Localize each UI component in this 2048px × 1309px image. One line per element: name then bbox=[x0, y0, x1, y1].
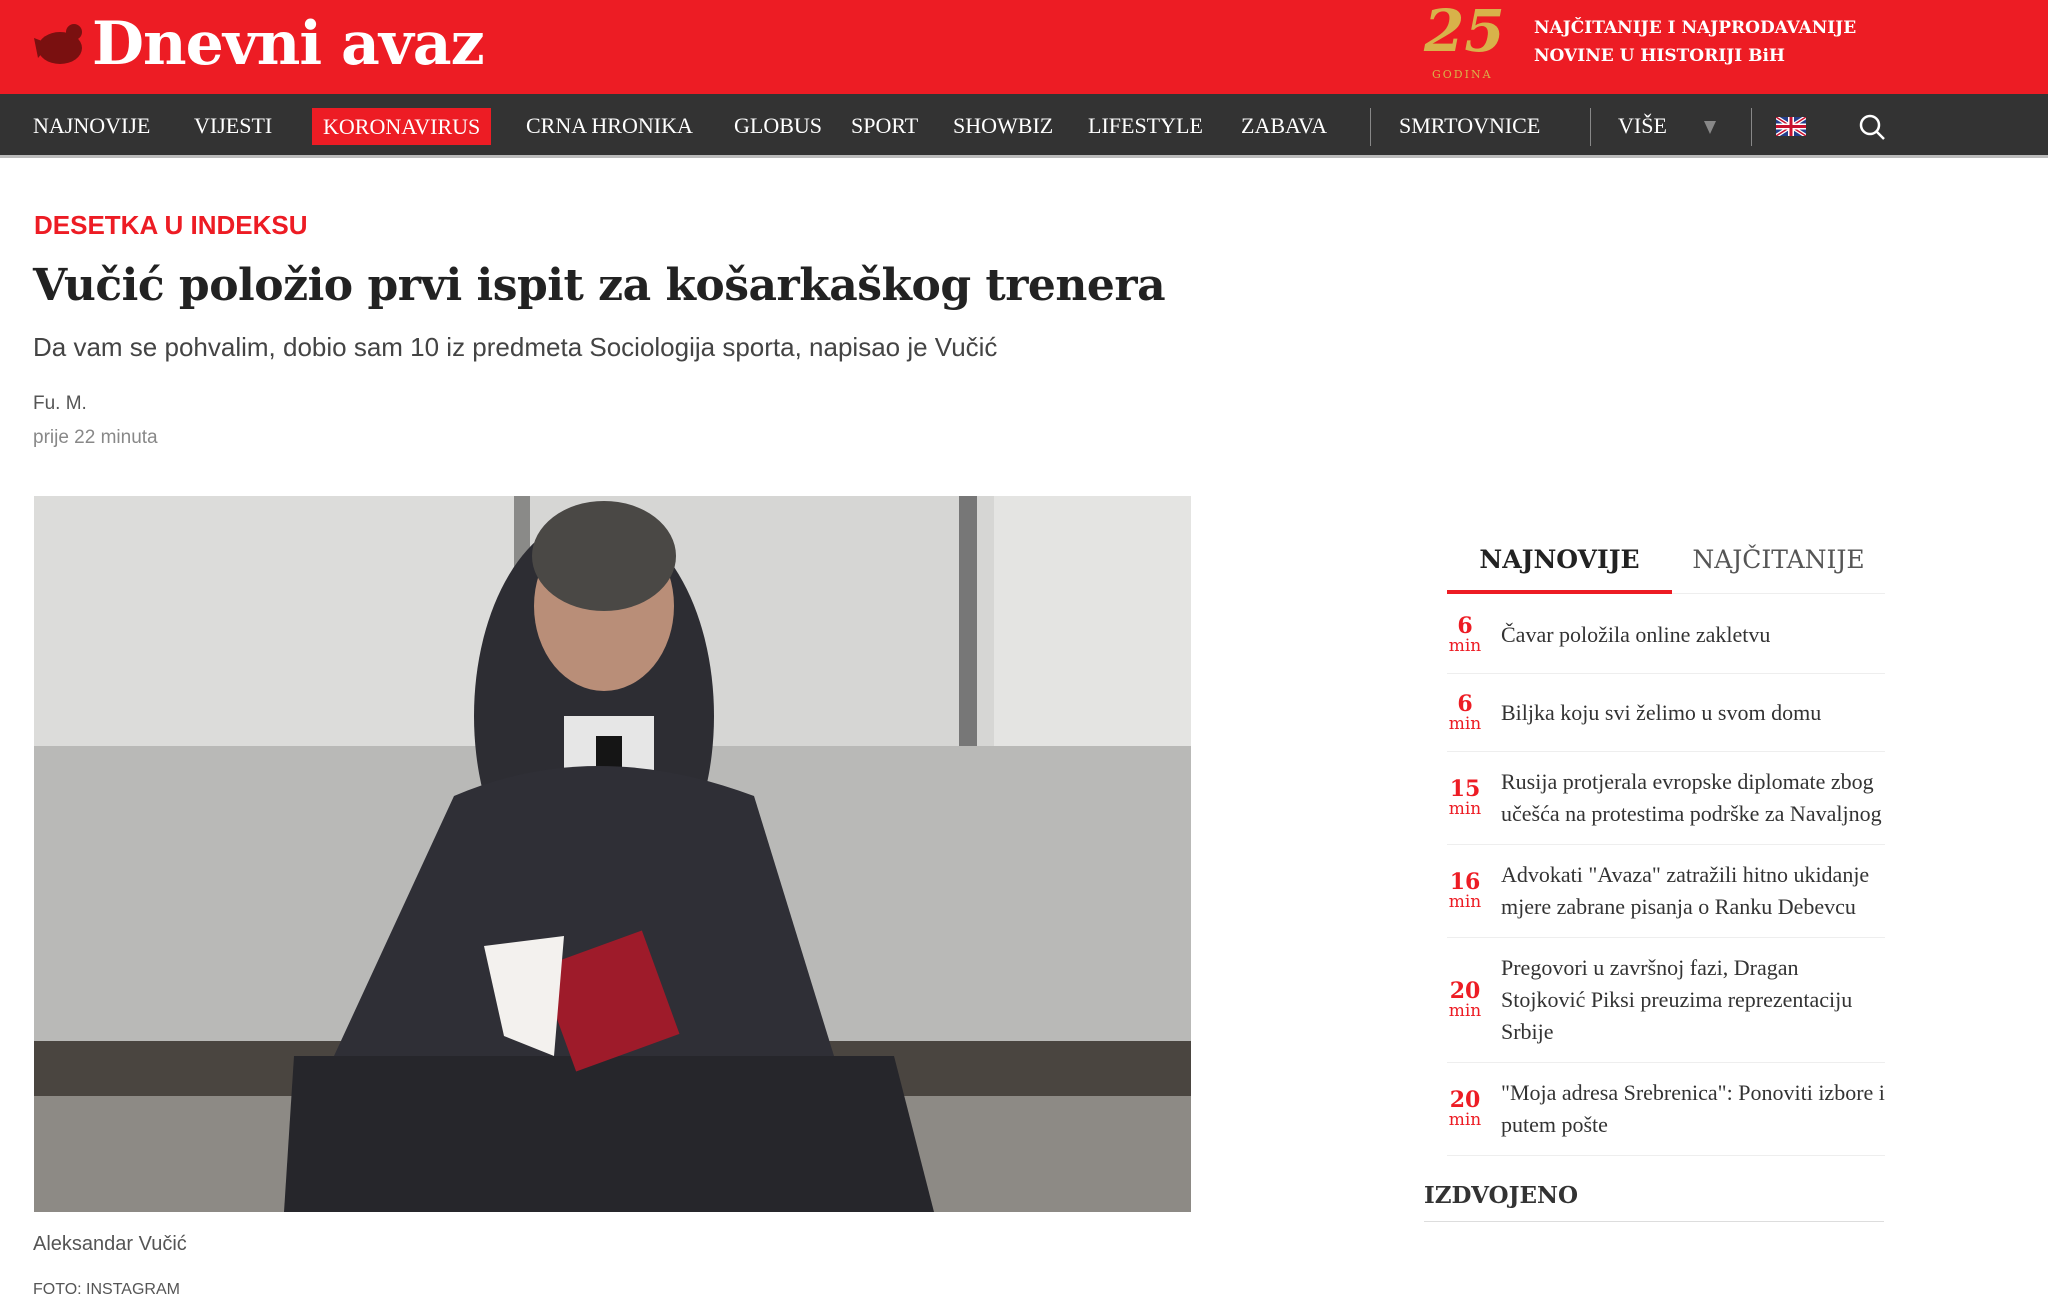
nav-vijesti[interactable]: VIJESTI bbox=[194, 113, 273, 138]
news-title[interactable]: Čavar položila online zakletvu bbox=[1501, 621, 1771, 647]
anniversary-number: 25 bbox=[1424, 0, 1505, 65]
tagline-line2: NOVINE U HISTORIJI BiH bbox=[1534, 46, 1785, 66]
news-item[interactable] bbox=[1447, 674, 1885, 752]
news-age: 15 min bbox=[1448, 776, 1482, 819]
photo-caption: Aleksandar Vučić bbox=[33, 1233, 187, 1255]
nav-najnovije[interactable]: NAJNOVIJE bbox=[33, 113, 151, 138]
search-icon[interactable] bbox=[1858, 113, 1886, 141]
news-title[interactable]: Rusija protjerala evropske diplomate zbog učešća na protestima podrške za Navaljnog bbox=[1501, 769, 1882, 826]
featured-heading: IZDVOJENO bbox=[1424, 1182, 1884, 1222]
news-item[interactable] bbox=[1447, 938, 1885, 1063]
news-item[interactable] bbox=[1447, 845, 1885, 938]
tagline bbox=[1534, 14, 1856, 70]
anniversary-word: GODINA bbox=[1432, 68, 1493, 81]
logo-bird-icon bbox=[30, 18, 88, 68]
nav-koronavirus[interactable]: KORONAVIRUS bbox=[312, 108, 491, 145]
nav-divider bbox=[1590, 108, 1591, 146]
site-logo[interactable]: Dnevni avaz bbox=[92, 9, 484, 79]
news-list bbox=[1424, 596, 1885, 1222]
article-author: Fu. M. bbox=[33, 393, 87, 414]
nav-divider bbox=[1751, 108, 1752, 146]
nav-sport[interactable]: SPORT bbox=[851, 113, 919, 138]
nav-divider bbox=[1370, 108, 1371, 146]
news-item[interactable] bbox=[1447, 596, 1885, 674]
article-kicker[interactable]: DESETKA U INDEKSU bbox=[34, 210, 308, 240]
photo-illustration bbox=[34, 496, 1191, 1212]
nav-showbiz[interactable]: SHOWBIZ bbox=[953, 113, 1054, 138]
tab-najnovije[interactable]: NAJNOVIJE bbox=[1447, 536, 1672, 594]
news-title[interactable]: Pregovori u završnoj fazi, Dragan Stojković Piksi preuzima reprezentaciju Srbije bbox=[1501, 955, 1853, 1044]
top-header bbox=[0, 0, 2048, 94]
news-age: 20 min bbox=[1448, 1087, 1482, 1130]
article-title: Vučić položio prvi ispit za košarkaškog trenera bbox=[33, 260, 1166, 311]
nav-crna-hronika[interactable]: CRNA HRONIKA bbox=[526, 113, 693, 138]
uk-flag-icon[interactable] bbox=[1776, 117, 1806, 136]
tagline-line1: NAJČITANIJE I NAJPRODAVANIJE bbox=[1534, 18, 1857, 38]
nav-vise[interactable]: VIŠE bbox=[1618, 113, 1667, 138]
news-age: 6 min bbox=[1448, 690, 1482, 734]
nav-smrtovnice[interactable]: SMRTOVNICE bbox=[1399, 113, 1541, 138]
nav-zabava[interactable]: ZABAVA bbox=[1241, 113, 1327, 138]
news-age: 16 min bbox=[1448, 869, 1482, 912]
main-nav bbox=[0, 94, 2048, 158]
news-age: 20 min bbox=[1448, 978, 1482, 1021]
news-title[interactable]: "Moja adresa Srebrenica": Ponoviti izbore i putem pošte bbox=[1501, 1080, 1885, 1137]
photo-credit: FOTO: INSTAGRAM bbox=[33, 1281, 180, 1298]
caret-down-icon[interactable] bbox=[1702, 119, 1718, 135]
news-title[interactable]: Advokati "Avaza" zatražili hitno ukidanje mjere zabrane pisanja o Ranku Debevcu bbox=[1501, 862, 1870, 919]
article-photo[interactable] bbox=[34, 496, 1191, 1212]
news-title[interactable]: Biljka koju svi želimo u svom domu bbox=[1501, 699, 1822, 725]
news-age: 6 min bbox=[1448, 612, 1482, 656]
article-subtitle: Da vam se pohvalim, dobio sam 10 iz predmeta Sociologija sporta, napisao je Vučić bbox=[33, 332, 998, 362]
news-item[interactable] bbox=[1447, 1063, 1885, 1156]
sidebar-tabs bbox=[1447, 536, 1885, 594]
article-time: prije 22 minuta bbox=[33, 427, 158, 448]
nav-globus[interactable]: GLOBUS bbox=[734, 113, 823, 138]
nav-lifestyle[interactable]: LIFESTYLE bbox=[1088, 113, 1203, 138]
tab-najcitanije[interactable]: NAJČITANIJE bbox=[1692, 545, 1865, 574]
news-item[interactable] bbox=[1447, 752, 1885, 845]
